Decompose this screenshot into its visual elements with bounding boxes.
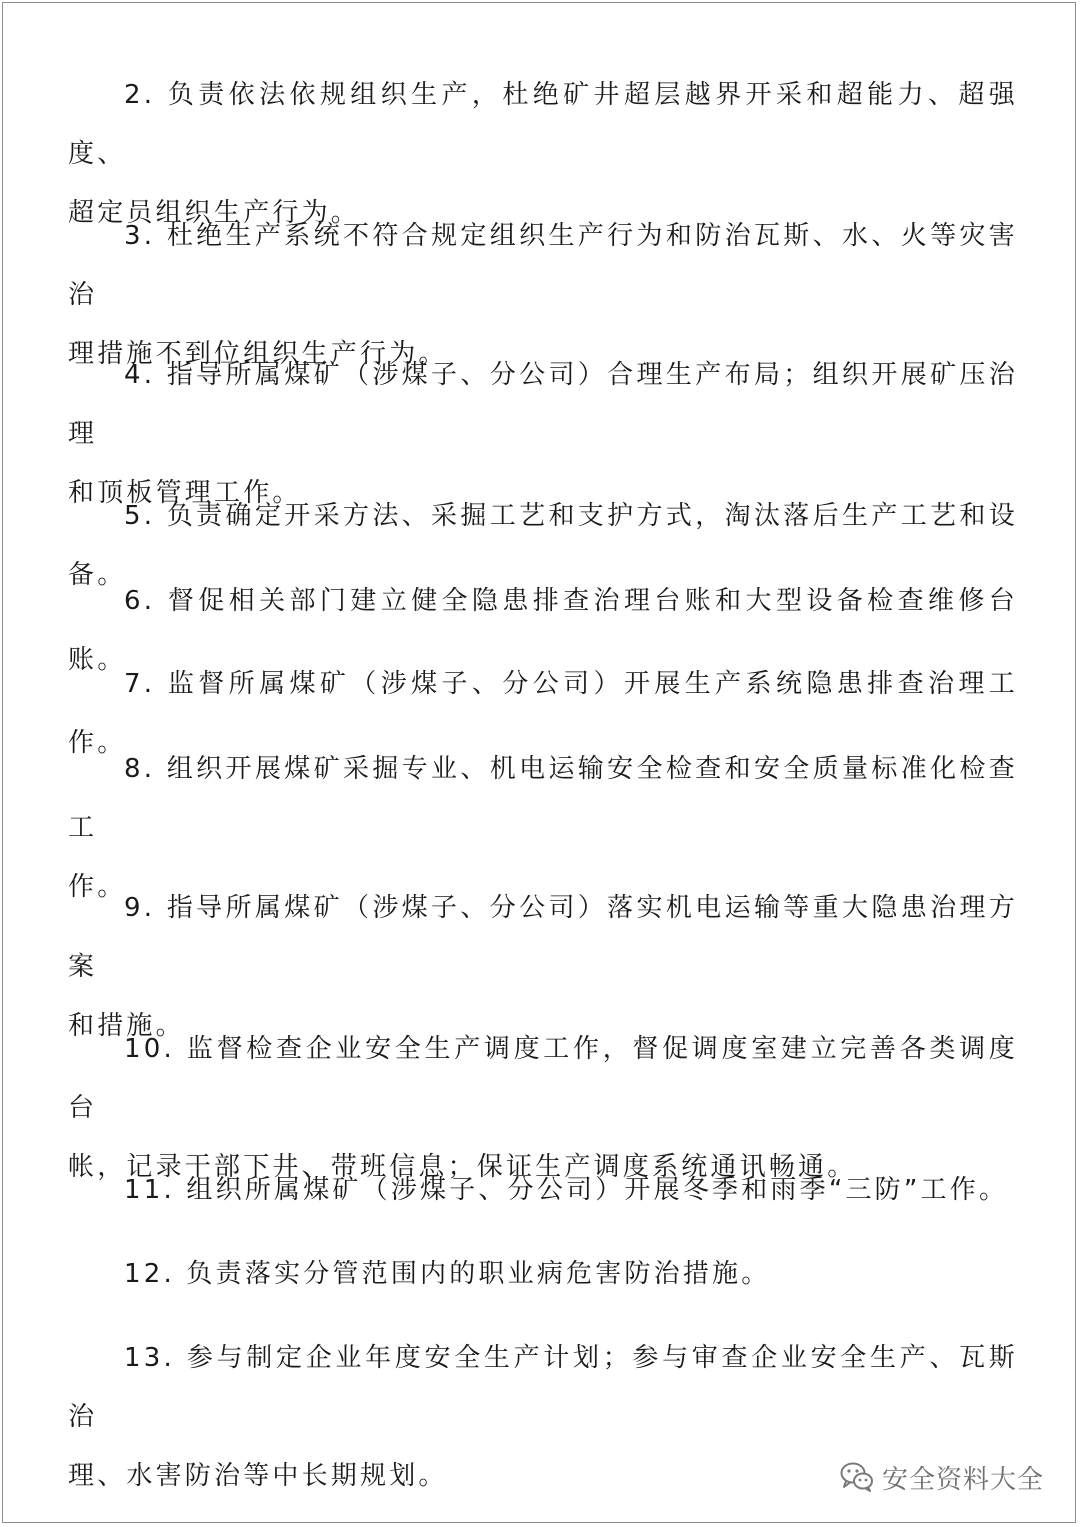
item-line: 12. 负责落实分管范围内的职业病危害防治措施。 — [124, 1259, 771, 1289]
item-line: 超定员组织生产行为。 — [68, 198, 361, 228]
item-line: 13. 参与制定企业年度安全生产计划；参与审查企业安全生产、瓦斯治 — [68, 1343, 1018, 1432]
item-line: 2. 负责依法依规组织生产，杜绝矿井超层越界开采和超能力、超强度、 — [68, 80, 1018, 169]
item-line: 10. 监督检查企业安全生产调度工作，督促调度室建立完善各类调度台 — [68, 1034, 1018, 1123]
item-line: 帐，记录干部下井、带班信息；保证生产调度系统通讯畅通。 — [68, 1152, 857, 1182]
item-line: 理措施不到位组织生产行为。 — [68, 339, 448, 369]
list-item-12 — [68, 1245, 1018, 1304]
item-line: 7. 监督所属煤矿（涉煤子、分公司）开展生产系统隐患排查治理工作。 — [68, 669, 1018, 758]
watermark — [840, 1457, 1044, 1497]
item-line: 9. 指导所属煤矿（涉煤子、分公司）落实机电运输等重大隐患治理方案 — [68, 893, 1018, 982]
wechat-icon — [840, 1462, 874, 1492]
item-line: 和顶板管理工作。 — [68, 478, 302, 508]
item-line: 理、水害防治等中长期规划。 — [68, 1461, 448, 1491]
item-line: 5. 负责确定开采方法、采掘工艺和支护方式，淘汰落后生产工艺和设备。 — [68, 501, 1018, 590]
item-line: 8. 组织开展煤矿采掘专业、机电运输安全检查和安全质量标准化检查工 — [68, 754, 1018, 843]
item-line: 6. 督促相关部门建立健全隐患排查治理台账和大型设备检查维修台账。 — [68, 586, 1018, 675]
item-line: 和措施。 — [68, 1011, 185, 1041]
item-line: 作。 — [68, 872, 127, 902]
item-line: 11. 组织所属煤矿（涉煤子、分公司）开展冬季和雨季“三防”工作。 — [124, 1175, 1009, 1205]
list-item-11 — [68, 1161, 1018, 1220]
item-line: 3. 杜绝生产系统不符合规定组织生产行为和防治瓦斯、水、火等灾害治 — [68, 221, 1018, 310]
watermark-text: 安全资料大全 — [881, 1464, 1044, 1495]
item-line: 4. 指导所属煤矿（涉煤子、分公司）合理生产布局；组织开展矿压治理 — [68, 360, 1018, 449]
